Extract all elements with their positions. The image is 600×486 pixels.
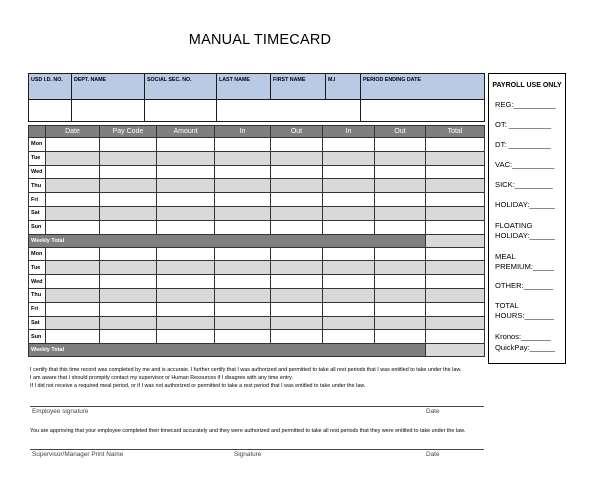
total-cell[interactable]: [426, 179, 485, 193]
day-label: Thu: [29, 288, 46, 302]
in-2-cell[interactable]: [323, 316, 375, 330]
time-grid: [28, 125, 485, 357]
day-label: Tue: [29, 151, 46, 165]
ssn-label: SOCIAL SEC. NO.: [145, 74, 217, 100]
out-2-cell[interactable]: [375, 330, 426, 344]
amount-cell[interactable]: [157, 165, 215, 179]
out-2-cell[interactable]: [375, 247, 426, 261]
pay-code-cell[interactable]: [100, 275, 157, 289]
payroll-vac[interactable]: VAC:__________: [495, 160, 555, 169]
payroll-title: PAYROLL USE ONLY: [492, 82, 562, 89]
in-2-cell[interactable]: [323, 275, 375, 289]
out-1-cell[interactable]: [271, 193, 323, 207]
ssn-field[interactable]: [145, 100, 217, 122]
amount-cell[interactable]: [157, 330, 215, 344]
in-2-cell[interactable]: [323, 302, 375, 316]
amount-cell[interactable]: [157, 261, 215, 275]
amount-cell[interactable]: [157, 247, 215, 261]
date-cell[interactable]: [46, 316, 100, 330]
day-label: Thu: [29, 179, 46, 193]
col-in-1: In: [215, 126, 271, 138]
weekly-total-label: Weekly Total: [29, 344, 426, 357]
payroll-quickpay[interactable]: QuickPay:______: [495, 343, 555, 352]
in-2-cell[interactable]: [323, 261, 375, 275]
pay-code-cell[interactable]: [100, 193, 157, 207]
pay-code-cell[interactable]: [100, 316, 157, 330]
in-2-cell[interactable]: [323, 179, 375, 193]
in-1-cell[interactable]: [215, 220, 271, 234]
in-1-cell[interactable]: [215, 302, 271, 316]
day-label: Sun: [29, 220, 46, 234]
payroll-sick[interactable]: SICK:_________: [495, 180, 553, 189]
weekly-total-row: [29, 344, 485, 357]
in-1-cell[interactable]: [215, 330, 271, 344]
week-2: [29, 247, 485, 357]
day-label: Wed: [29, 165, 46, 179]
day-row: [29, 165, 485, 179]
payroll-use-box: [488, 73, 566, 364]
employee-date-label: Date: [426, 408, 440, 415]
out-2-cell[interactable]: [375, 151, 426, 165]
out-1-cell[interactable]: [271, 179, 323, 193]
day-label: Fri: [29, 302, 46, 316]
in-1-cell[interactable]: [215, 275, 271, 289]
usd-id-field[interactable]: [29, 100, 72, 122]
mi-label: M.I: [326, 74, 361, 100]
amount-cell[interactable]: [157, 179, 215, 193]
amount-cell[interactable]: [157, 302, 215, 316]
pay-code-cell[interactable]: [100, 261, 157, 275]
day-label: Sun: [29, 330, 46, 344]
in-1-cell[interactable]: [215, 193, 271, 207]
day-label: Wed: [29, 275, 46, 289]
in-2-cell[interactable]: [323, 138, 375, 152]
amount-cell[interactable]: [157, 206, 215, 220]
in-2-cell[interactable]: [323, 247, 375, 261]
out-2-cell[interactable]: [375, 316, 426, 330]
in-1-cell[interactable]: [215, 151, 271, 165]
day-row: [29, 138, 485, 152]
col-amount: Amount: [157, 126, 215, 138]
payroll-ot[interactable]: OT: __________: [495, 120, 552, 129]
total-cell[interactable]: [426, 193, 485, 207]
day-label: Sat: [29, 316, 46, 330]
in-2-cell[interactable]: [323, 220, 375, 234]
in-1-cell[interactable]: [215, 206, 271, 220]
first-name-label: FIRST NAME: [271, 74, 326, 100]
amount-cell[interactable]: [157, 193, 215, 207]
approval-text: You are approving that your employee completed their timecard accurately and they were authorized and permitted to take all rest periods that they were entitled to take under the law.: [30, 428, 466, 434]
out-1-cell[interactable]: [271, 316, 323, 330]
date-cell[interactable]: [46, 288, 100, 302]
col-total: Total: [426, 126, 485, 138]
total-cell[interactable]: [426, 220, 485, 234]
total-cell[interactable]: [426, 288, 485, 302]
out-1-cell[interactable]: [271, 151, 323, 165]
total-cell[interactable]: [426, 330, 485, 344]
name-field[interactable]: [217, 100, 361, 122]
amount-cell[interactable]: [157, 316, 215, 330]
out-1-cell[interactable]: [271, 165, 323, 179]
in-1-cell[interactable]: [215, 288, 271, 302]
col-out-2: Out: [375, 126, 426, 138]
pay-code-cell[interactable]: [100, 179, 157, 193]
day-row: [29, 179, 485, 193]
out-1-cell[interactable]: [271, 330, 323, 344]
in-2-cell[interactable]: [323, 206, 375, 220]
pay-code-cell[interactable]: [100, 165, 157, 179]
date-cell[interactable]: [46, 138, 100, 152]
out-1-cell[interactable]: [271, 247, 323, 261]
day-label: Fri: [29, 193, 46, 207]
cert-line-3: If I did not receive a required meal period, or if I was not authorized or permitted to take a rest period that I was entitled to take under the law.: [30, 383, 366, 389]
col-date: Date: [46, 126, 100, 138]
day-label: Mon: [29, 138, 46, 152]
dept-name-label: DEPT. NAME: [72, 74, 145, 100]
day-row: [29, 247, 485, 261]
date-cell[interactable]: [46, 206, 100, 220]
in-1-cell[interactable]: [215, 247, 271, 261]
pay-code-cell[interactable]: [100, 247, 157, 261]
total-cell[interactable]: [426, 138, 485, 152]
in-2-cell[interactable]: [323, 165, 375, 179]
in-1-cell[interactable]: [215, 316, 271, 330]
supervisor-date-label: Date: [426, 451, 440, 458]
payroll-reg[interactable]: REG:__________: [495, 100, 556, 109]
day-row: [29, 220, 485, 234]
pay-code-cell[interactable]: [100, 206, 157, 220]
pay-code-cell[interactable]: [100, 302, 157, 316]
pay-code-cell[interactable]: [100, 330, 157, 344]
total-cell[interactable]: [426, 275, 485, 289]
in-1-cell[interactable]: [215, 138, 271, 152]
pay-code-cell[interactable]: [100, 138, 157, 152]
usd-id-label: USD I.D. NO.: [29, 74, 72, 100]
out-2-cell[interactable]: [375, 165, 426, 179]
out-1-cell[interactable]: [271, 138, 323, 152]
amount-cell[interactable]: [157, 275, 215, 289]
last-name-label: LAST NAME: [217, 74, 271, 100]
payroll-dt[interactable]: DT: __________: [495, 140, 551, 149]
out-1-cell[interactable]: [271, 220, 323, 234]
out-2-cell[interactable]: [375, 179, 426, 193]
date-cell[interactable]: [46, 193, 100, 207]
day-row: [29, 206, 485, 220]
employee-signature-label: Employee signature: [32, 408, 89, 415]
out-2-cell[interactable]: [375, 288, 426, 302]
pay-code-cell[interactable]: [100, 220, 157, 234]
payroll-meal: MEAL: [495, 252, 516, 261]
date-cell[interactable]: [46, 151, 100, 165]
total-cell[interactable]: [426, 302, 485, 316]
week-1: [29, 138, 485, 248]
total-cell[interactable]: [426, 151, 485, 165]
amount-cell[interactable]: [157, 288, 215, 302]
out-2-cell[interactable]: [375, 193, 426, 207]
date-cell[interactable]: [46, 220, 100, 234]
out-1-cell[interactable]: [271, 275, 323, 289]
day-row: [29, 151, 485, 165]
payroll-kronos[interactable]: Kronos:_______: [495, 332, 551, 341]
date-cell[interactable]: [46, 247, 100, 261]
amount-cell[interactable]: [157, 220, 215, 234]
amount-cell[interactable]: [157, 138, 215, 152]
cert-line-2: I am aware that I should promptly contact my supervisor or Human Resources if I disagree with any time entry.: [30, 375, 293, 381]
in-1-cell[interactable]: [215, 165, 271, 179]
day-label: Sat: [29, 206, 46, 220]
payroll-floating-holiday[interactable]: HOLIDAY:______: [495, 231, 555, 240]
in-2-cell[interactable]: [323, 330, 375, 344]
weekly-total-cell[interactable]: [426, 344, 485, 357]
pay-code-cell[interactable]: [100, 288, 157, 302]
weekly-total-row: [29, 234, 485, 247]
corner-cell: [29, 126, 46, 138]
in-1-cell[interactable]: [215, 261, 271, 275]
in-1-cell[interactable]: [215, 179, 271, 193]
day-row: [29, 275, 485, 289]
out-1-cell[interactable]: [271, 261, 323, 275]
payroll-other[interactable]: OTHER:_______: [495, 281, 554, 290]
out-2-cell[interactable]: [375, 261, 426, 275]
date-cell[interactable]: [46, 330, 100, 344]
col-pay-code: Pay Code: [100, 126, 157, 138]
day-label: Mon: [29, 247, 46, 261]
supervisor-name-label: Supervisor/Manager Print Name: [32, 451, 124, 458]
in-2-cell[interactable]: [323, 151, 375, 165]
out-2-cell[interactable]: [375, 275, 426, 289]
col-out-1: Out: [271, 126, 323, 138]
cert-line-1: I certify that this time record was completed by me and is accurate. I further certify that I was authorized and permitted to take all rest periods that I was entitled to take under the law.: [30, 367, 462, 373]
out-2-cell[interactable]: [375, 302, 426, 316]
payroll-total: TOTAL: [495, 301, 519, 310]
period-ending-field[interactable]: [361, 100, 485, 122]
out-2-cell[interactable]: [375, 220, 426, 234]
day-row: [29, 193, 485, 207]
out-2-cell[interactable]: [375, 206, 426, 220]
page-title: MANUAL TIMECARD: [188, 32, 332, 48]
total-cell[interactable]: [426, 206, 485, 220]
pay-code-cell[interactable]: [100, 151, 157, 165]
col-in-2: In: [323, 126, 375, 138]
supervisor-signature-line[interactable]: [30, 449, 484, 450]
total-cell[interactable]: [426, 165, 485, 179]
payroll-holiday[interactable]: HOLIDAY:______: [495, 200, 555, 209]
out-1-cell[interactable]: [271, 206, 323, 220]
day-row: [29, 261, 485, 275]
out-1-cell[interactable]: [271, 288, 323, 302]
day-row: [29, 288, 485, 302]
day-row: [29, 316, 485, 330]
weekly-total-cell[interactable]: [426, 234, 485, 247]
day-row: [29, 330, 485, 344]
date-cell[interactable]: [46, 165, 100, 179]
payroll-floating: FLOATING: [495, 221, 533, 230]
day-label: Tue: [29, 261, 46, 275]
supervisor-signature-label: Signature: [234, 451, 262, 458]
period-ending-label: PERIOD ENDING DATE: [361, 74, 485, 100]
date-cell[interactable]: [46, 275, 100, 289]
payroll-total-hours[interactable]: HOURS:_______: [495, 311, 555, 320]
in-2-cell[interactable]: [323, 288, 375, 302]
total-cell[interactable]: [426, 261, 485, 275]
amount-cell[interactable]: [157, 151, 215, 165]
date-cell[interactable]: [46, 179, 100, 193]
employee-info-table: [28, 73, 485, 122]
date-cell[interactable]: [46, 261, 100, 275]
employee-signature-line[interactable]: [30, 406, 484, 407]
out-2-cell[interactable]: [375, 138, 426, 152]
total-cell[interactable]: [426, 316, 485, 330]
payroll-meal-premium[interactable]: PREMIUM:_____: [495, 262, 555, 271]
day-row: [29, 302, 485, 316]
dept-name-field[interactable]: [72, 100, 145, 122]
in-2-cell[interactable]: [323, 193, 375, 207]
out-1-cell[interactable]: [271, 302, 323, 316]
weekly-total-label: Weekly Total: [29, 234, 426, 247]
total-cell[interactable]: [426, 247, 485, 261]
date-cell[interactable]: [46, 302, 100, 316]
